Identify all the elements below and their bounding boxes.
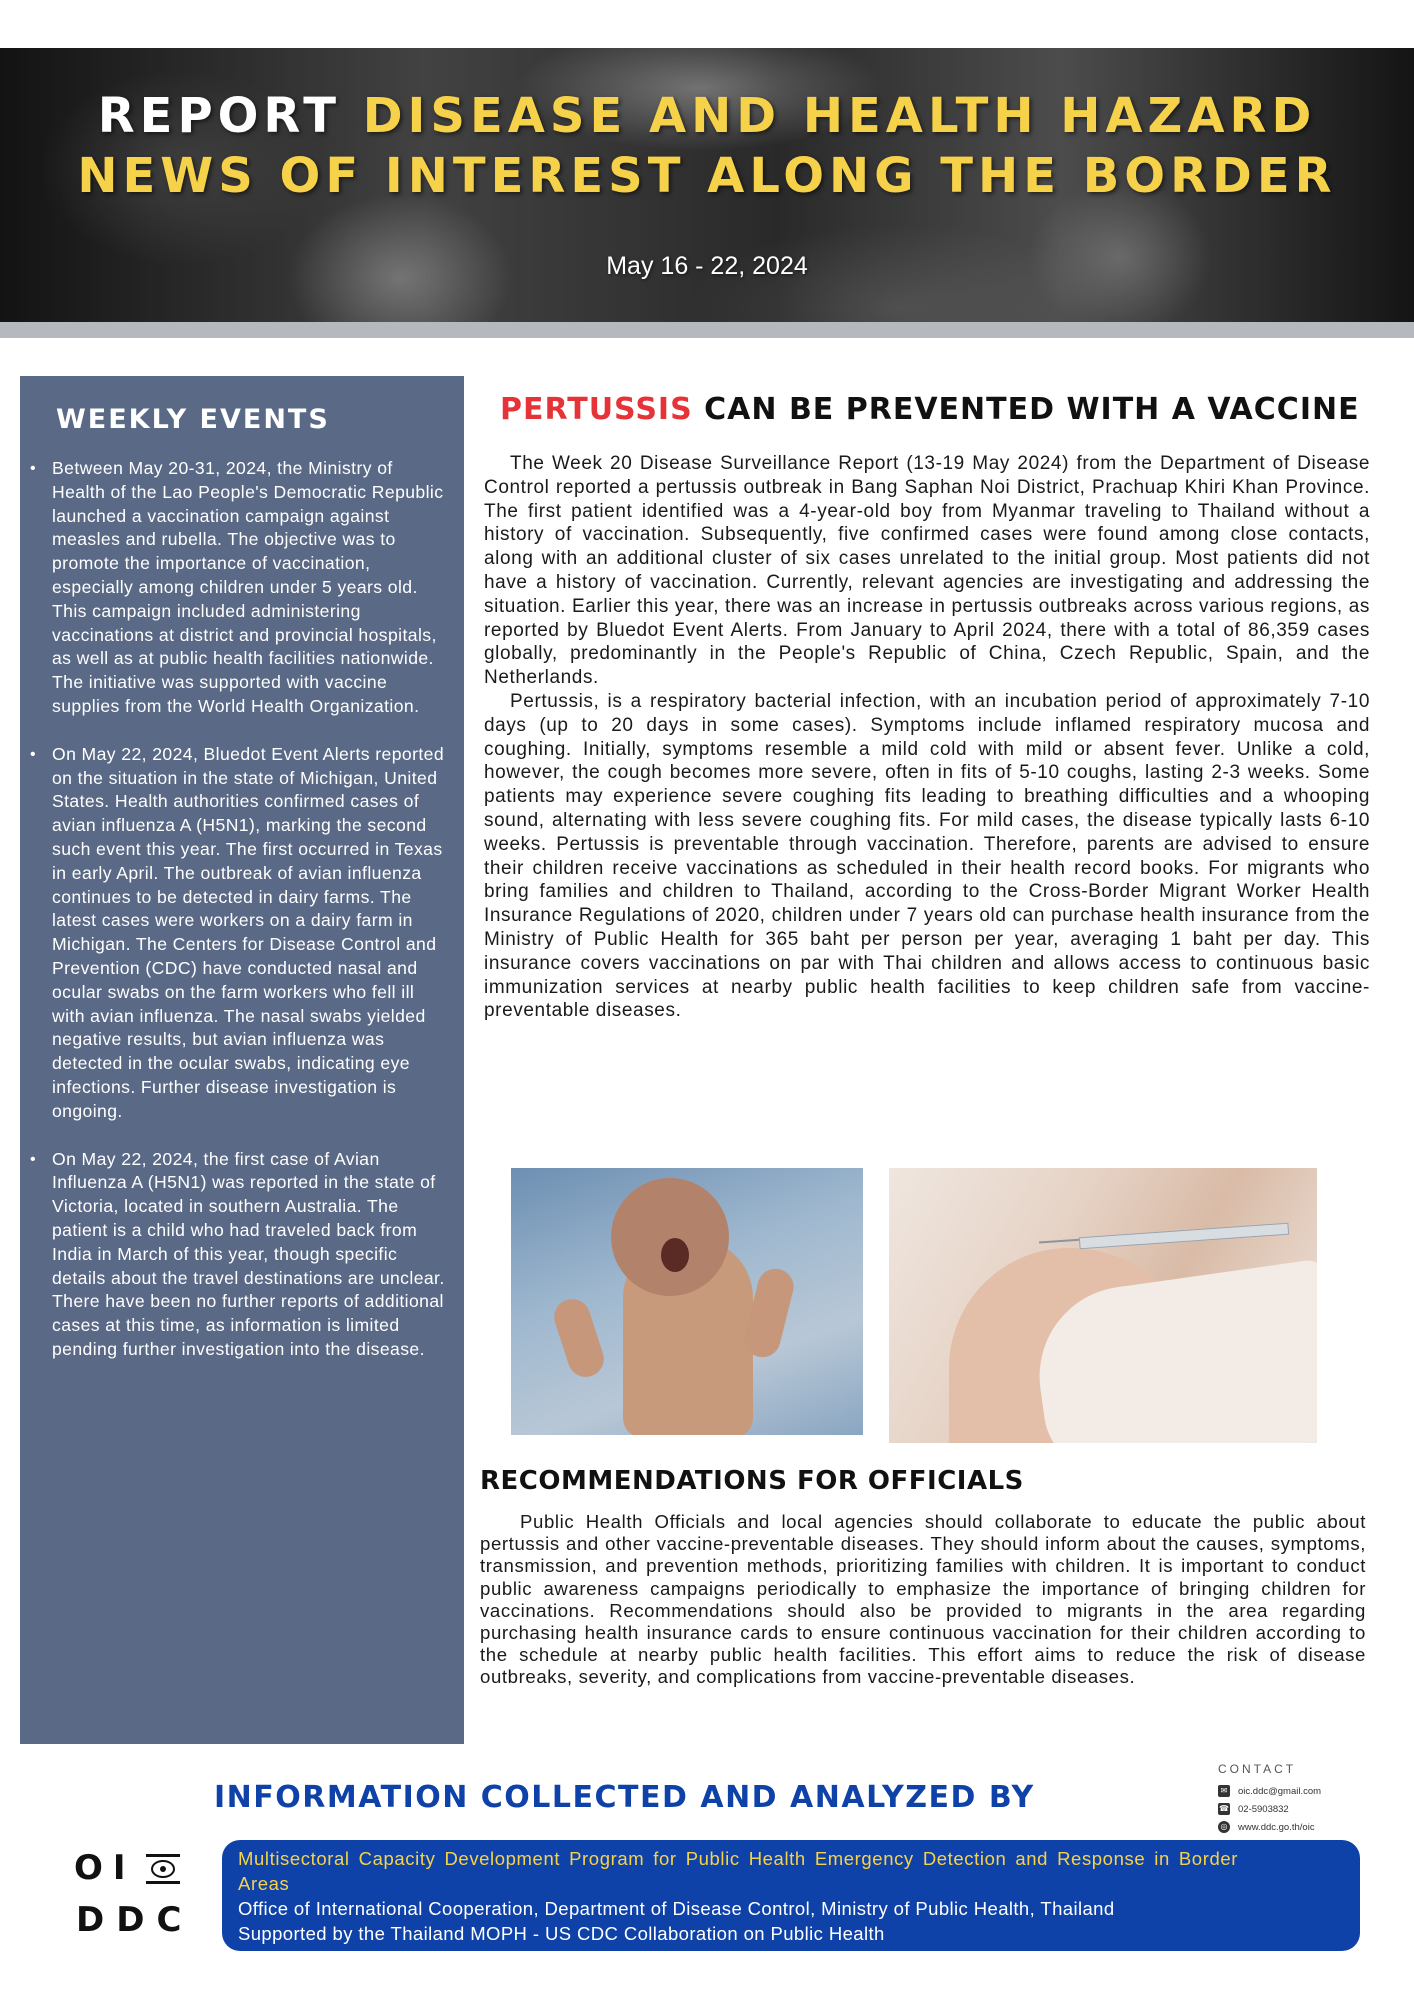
support-statement: Supported by the Thailand MOPH - US CDC Collaboration on Public Health <box>238 1923 885 1944</box>
article-paragraph: The Week 20 Disease Surveillance Report (13-19 May 2024) from the Department of Disease Control reported a pertussis outbreak in Bang Saphan Noi District, Prachuap Khiri Khan Province. The first patient identified was a 4-year-old boy from Myanmar traveling to Thailand without a history of vaccination. Subsequently, five confirmed cases were found among close contacts, along with an additional cluster of six cases unrelated to the initial group. Most patients did not have a history of vaccination. Currently, relevant agencies are investigating and addressing the situation. Earlier this year, there was an increase in pertussis outbreaks across various regions, as reported by Bluedot Event Alerts. From January to April 2024, there with a total of 86,359 cases globally, predominantly in the People's Republic of China, Czech Republic, Spain, and the Netherlands. <box>484 453 1370 689</box>
title-line-2: NEWS OF INTEREST ALONG THE BORDER <box>77 148 1337 204</box>
article-paragraph: Pertussis, is a respiratory bacterial infection, with an incubation period of approximately 7-10 days (up to 20 days in some cases). Symptoms include inflamed respiratory mucosa and coughing. Initially, symptoms resemble a mild cold with mild or absent fever. Unlike a cold, however, the cough becomes more severe, often in fits of 5-10 coughs, lasting 2-3 weeks. Some patients may experience severe coughing fits leading to breathing difficulties and a whooping sound, alternating with less severe coughing fits. For mild cases, the disease typically lasts 6-10 weeks. Pertussis is preventable through vaccination. Therefore, parents are advised to ensure their children receive vaccinations as scheduled in their health record books. For migrants who bring families and children to Thailand, according to the Cross-Border Migrant Worker Health Insurance Regulations of 2020, children under 7 years old can purchase health insurance from the Ministry of Public Health for 365 baht per person per year, averaging 1 baht per day. This insurance covers vaccinations on par with Thai children and allows access to continuous basic immunization services at nearby public health facilities to keep children safe from vaccine-preventable diseases. <box>484 690 1370 1022</box>
header-banner <box>0 48 1414 322</box>
event-item <box>30 1148 448 1362</box>
logo-bottom-text: DDC <box>76 1900 194 1940</box>
contact-phone-row[interactable] <box>1218 1800 1398 1818</box>
infant-mouth-shape <box>661 1238 689 1272</box>
infant-head-shape <box>611 1178 729 1296</box>
infant-left-arm-shape <box>550 1294 609 1381</box>
report-title <box>0 86 1414 206</box>
email-icon: ✉ <box>1218 1785 1230 1797</box>
event-item <box>30 743 448 1124</box>
globe-icon: ◎ <box>1218 1821 1230 1833</box>
organization-info-box <box>222 1840 1360 1951</box>
office-name: Office of International Cooperation, Department of Disease Control, Ministry of Public Health, Thailand <box>238 1898 1115 1919</box>
contact-website-row[interactable] <box>1218 1818 1398 1836</box>
syringe-icon <box>1079 1223 1289 1250</box>
contact-email-row[interactable] <box>1218 1782 1398 1800</box>
eye-icon-outline <box>151 1860 175 1878</box>
event-item <box>30 457 448 719</box>
eye-icon <box>146 1854 180 1884</box>
weekly-events-heading: WEEKLY EVENTS <box>56 404 330 435</box>
program-name: Multisectoral Capacity Development Program for Public Health Emergency Detection and Response in Border Areas <box>238 1848 1238 1894</box>
bullet-icon: • <box>30 745 37 763</box>
footer-heading: INFORMATION COLLECTED AND ANALYZED BY <box>214 1780 1035 1815</box>
weekly-events-panel <box>20 376 464 1744</box>
event-text: On May 22, 2024, the first case of Avian Influenza A (H5N1) was reported in the state of Victoria, located in southern Australia. The patient is a child who had traveled back from India in March of this year, though specific details about the travel destinations are unclear. There have been no further reports of additional cases at this time, as information is limited pending further investigation into the disease. <box>52 1148 445 1359</box>
article-heading <box>500 392 1380 427</box>
contact-block <box>1218 1762 1398 1836</box>
recommendations-body <box>480 1511 1366 1689</box>
weekly-events-list <box>30 457 448 1362</box>
article-heading-rest: CAN BE PREVENTED WITH A VACCINE <box>704 392 1360 427</box>
contact-website[interactable]: www.ddc.go.th/oic <box>1238 1821 1315 1833</box>
contact-title: CONTACT <box>1218 1762 1297 1776</box>
title-report-word: REPORT <box>97 88 341 144</box>
bullet-icon: • <box>30 1150 37 1168</box>
contact-email[interactable]: oic.ddc@gmail.com <box>1238 1785 1322 1797</box>
banner-divider <box>0 322 1414 338</box>
article-body <box>484 452 1370 1023</box>
event-text: Between May 20-31, 2024, the Ministry of Health of the Lao People's Democratic Republic launched a vaccination campaign against measles and rubella. The objective was to promote the importance of vaccination, especially among children under 5 years old. This campaign included administering vaccinations at district and provincial hospitals, as well as at public health facilities nationwide. The initiative was supported with vaccine supplies from the World Health Organization. <box>52 458 444 716</box>
recommendations-heading: RECOMMENDATIONS FOR OFFICIALS <box>480 1466 1024 1496</box>
phone-icon: ☎ <box>1219 1804 1229 1813</box>
bullet-icon: • <box>30 460 37 477</box>
eye-icon-pupil <box>160 1866 166 1872</box>
vaccination-injection-photo <box>889 1168 1317 1443</box>
logo-top-text: OI <box>74 1848 136 1888</box>
infant-pertussis-photo <box>511 1168 863 1435</box>
report-date: May 16 - 22, 2024 <box>606 252 808 280</box>
article-heading-keyword: PERTUSSIS <box>500 392 693 427</box>
contact-phone[interactable]: 02-5903832 <box>1238 1803 1289 1815</box>
title-line-1: DISEASE AND HEALTH HAZARD <box>362 88 1317 144</box>
oic-ddc-logo <box>74 1848 194 1952</box>
needle-icon <box>1039 1238 1083 1243</box>
recommendations-paragraph: Public Health Officials and local agencies should collaborate to educate the public about pertussis and other vaccine-preventable diseases. They should inform about the causes, symptoms, transmission, and prevention methods, prioritizing families with children. It is important to conduct public awareness campaigns periodically to emphasize the importance of bringing children for vaccinations. Recommendations should also be provided to migrants in the area regarding purchasing health insurance cards to ensure continuous vaccination for their children according to the schedule at nearby public health facilities. This effort aims to reduce the risk of disease outbreaks, severity, and complications from vaccine-preventable diseases. <box>480 1511 1366 1688</box>
event-text: On May 22, 2024, Bluedot Event Alerts reported on the situation in the state of Michigan, United States. Health authorities confirmed cases of avian influenza A (H5N1), marking the second such event this year. The first occurred in Texas in early April. The outbreak of avian influenza continues to be detected in dairy farms. The latest cases were workers on a dairy farm in Michigan. The Centers for Disease Control and Prevention (CDC) have conducted nasal and ocular swabs on the farm workers who fell ill with avian influenza. The nasal swabs yielded negative results, but avian influenza was detected in the ocular swabs, indicating eye infections. Further disease investigation is ongoing. <box>52 743 445 1121</box>
